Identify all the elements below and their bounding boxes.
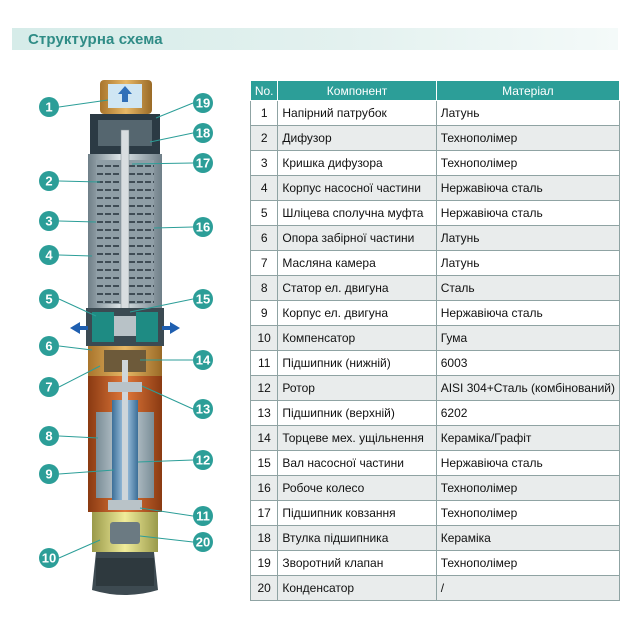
row-number: 1 <box>251 101 278 126</box>
row-number: 15 <box>251 451 278 476</box>
material-name: Технополімер <box>436 126 619 151</box>
table-row <box>251 176 620 201</box>
material-name: AISI 304+Сталь (комбінований) <box>436 376 619 401</box>
inflow-arrow-left-icon <box>70 322 88 334</box>
material-name: 6003 <box>436 351 619 376</box>
row-number: 7 <box>251 251 278 276</box>
material-name: Нержавіюча сталь <box>436 201 619 226</box>
callout-number: 13 <box>195 401 211 417</box>
component-name: Торцеве мех. ущільнення <box>278 426 436 451</box>
callout-number: 15 <box>195 291 211 307</box>
table-row <box>251 151 620 176</box>
material-name: Латунь <box>436 226 619 251</box>
column-header-component: Компонент <box>278 81 436 101</box>
table-row <box>251 526 620 551</box>
callout-number: 9 <box>45 466 53 482</box>
row-number: 19 <box>251 551 278 576</box>
table-row <box>251 326 620 351</box>
component-name: Робоче колесо <box>278 476 436 501</box>
components-table <box>250 80 620 601</box>
callout-number: 4 <box>45 247 53 263</box>
row-number: 9 <box>251 301 278 326</box>
row-number: 8 <box>251 276 278 301</box>
material-name: Технополімер <box>436 551 619 576</box>
component-name: Корпус насосної частини <box>278 176 436 201</box>
row-number: 16 <box>251 476 278 501</box>
table-row <box>251 551 620 576</box>
material-name: Нержавіюча сталь <box>436 451 619 476</box>
intake-filter-left-shape <box>92 312 114 342</box>
row-number: 14 <box>251 426 278 451</box>
table-row <box>251 576 620 601</box>
coupling-shape <box>114 316 136 336</box>
callout-number: 8 <box>45 428 53 444</box>
material-name: Технополімер <box>436 151 619 176</box>
callout-number: 7 <box>45 379 53 395</box>
section-banner <box>12 28 618 50</box>
material-name: Нержавіюча сталь <box>436 301 619 326</box>
callout-number: 10 <box>41 550 57 566</box>
table-row <box>251 201 620 226</box>
component-name: Підшипник ковзання <box>278 501 436 526</box>
material-name: Кераміка <box>436 526 619 551</box>
row-number: 17 <box>251 501 278 526</box>
pump-cross-section-diagram <box>0 60 240 620</box>
component-name: Ротор <box>278 376 436 401</box>
table-row <box>251 476 620 501</box>
callout-number: 17 <box>195 155 211 171</box>
callout-line <box>59 255 92 256</box>
row-number: 20 <box>251 576 278 601</box>
material-name: Технополімер <box>436 501 619 526</box>
inflow-arrow-right-icon <box>162 322 180 334</box>
callout-number: 3 <box>45 213 53 229</box>
callout-number: 6 <box>45 338 53 354</box>
component-name: Втулка підшипника <box>278 526 436 551</box>
callout-number: 2 <box>45 173 53 189</box>
callout-number: 19 <box>195 95 211 111</box>
material-name: 6202 <box>436 401 619 426</box>
component-name: Опора забірної частини <box>278 226 436 251</box>
table-row <box>251 226 620 251</box>
component-name: Вал насосної частини <box>278 451 436 476</box>
component-name: Шліцева сполучна муфта <box>278 201 436 226</box>
row-number: 10 <box>251 326 278 351</box>
row-number: 6 <box>251 226 278 251</box>
component-name: Корпус ел. двигуна <box>278 301 436 326</box>
table-row <box>251 501 620 526</box>
material-name: Кераміка/Графіт <box>436 426 619 451</box>
section-title: Структурна схема <box>28 31 163 48</box>
table-row <box>251 251 620 276</box>
component-name: Конденсатор <box>278 576 436 601</box>
component-name: Компенсатор <box>278 326 436 351</box>
callout-line <box>59 346 92 350</box>
component-name: Підшипник (верхній) <box>278 401 436 426</box>
table-row <box>251 376 620 401</box>
material-name: Технополімер <box>436 476 619 501</box>
component-name: Статор ел. двигуна <box>278 276 436 301</box>
material-name: Нержавіюча сталь <box>436 176 619 201</box>
material-name: Сталь <box>436 276 619 301</box>
component-name: Дифузор <box>278 126 436 151</box>
component-name: Підшипник (нижній) <box>278 351 436 376</box>
material-name: / <box>436 576 619 601</box>
callout-number: 5 <box>45 291 53 307</box>
row-number: 5 <box>251 201 278 226</box>
component-name: Напірний патрубок <box>278 101 436 126</box>
row-number: 3 <box>251 151 278 176</box>
capacitor-shape <box>110 522 140 544</box>
column-header-number: No. <box>251 81 278 101</box>
row-number: 18 <box>251 526 278 551</box>
table-row <box>251 401 620 426</box>
callout-line <box>156 103 193 118</box>
row-number: 13 <box>251 401 278 426</box>
column-header-material: Матеріал <box>436 81 619 101</box>
table-row <box>251 351 620 376</box>
callout-number: 20 <box>195 534 211 550</box>
callout-number: 18 <box>195 125 211 141</box>
table-row <box>251 301 620 326</box>
row-number: 2 <box>251 126 278 151</box>
upper-bearing-shape <box>108 382 142 392</box>
table-row <box>251 276 620 301</box>
lower-bearing-shape <box>108 500 142 510</box>
table-row <box>251 426 620 451</box>
row-number: 12 <box>251 376 278 401</box>
intake-filter-right-shape <box>136 312 158 342</box>
callout-number: 11 <box>196 508 210 524</box>
table-row <box>251 101 620 126</box>
table-header-row <box>251 81 620 101</box>
component-name: Кришка дифузора <box>278 151 436 176</box>
callout-number: 14 <box>195 352 211 368</box>
component-name: Масляна камера <box>278 251 436 276</box>
callout-number: 16 <box>195 219 211 235</box>
material-name: Гума <box>436 326 619 351</box>
table-row <box>251 451 620 476</box>
material-name: Латунь <box>436 101 619 126</box>
component-name: Зворотний клапан <box>278 551 436 576</box>
table-row <box>251 126 620 151</box>
material-name: Латунь <box>436 251 619 276</box>
compensator-inner-shape <box>96 558 154 586</box>
row-number: 11 <box>251 351 278 376</box>
callout-number: 1 <box>45 99 53 115</box>
callout-number: 12 <box>195 452 211 468</box>
row-number: 4 <box>251 176 278 201</box>
pump-illustration <box>0 60 240 620</box>
